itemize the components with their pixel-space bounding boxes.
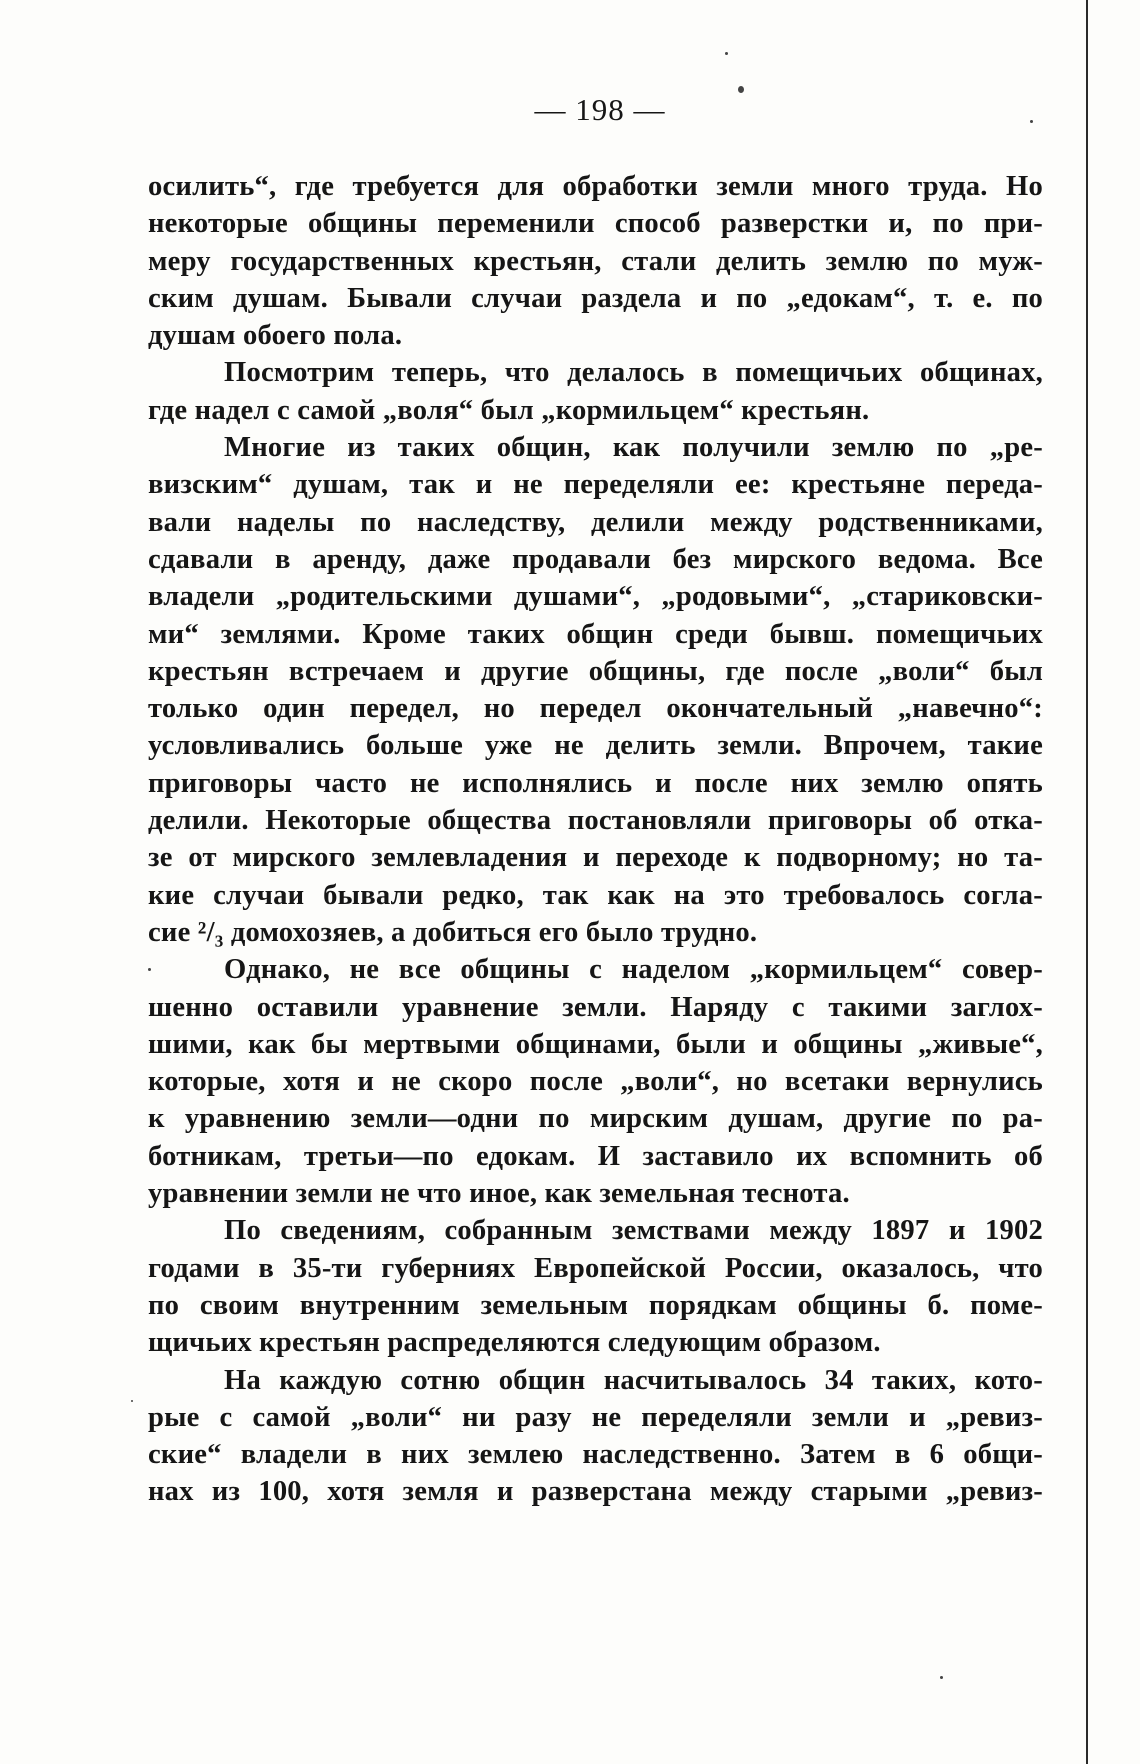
text-line: только один передел, но передел окончательный „навечно“: — [148, 693, 1043, 725]
text-line: крестьян встречаем и другие общины, где после „воли“ был — [148, 655, 1043, 687]
text-line: уравнении земли не что иное, как земельная теснота. — [148, 1178, 850, 1210]
text-line: владели „родительскими душами“, „родовыми“, „стариковски- — [148, 581, 1043, 613]
paragraph-4 — [148, 951, 1043, 1212]
text-line: к уравнению земли—одни по мирским душам, другие по ра- — [148, 1103, 1043, 1135]
text-line: нах из 100, хотя земля и разверстана между старыми „ревиз- — [148, 1476, 1043, 1508]
paragraph-1 — [148, 168, 1043, 354]
paragraph-6 — [148, 1362, 1043, 1511]
text-line: Посмотрим теперь, что делалось в помещичьих общинах, — [224, 357, 1043, 389]
text-line: ботникам, третьи—по едокам. И заставило их вспомнить об — [148, 1140, 1043, 1172]
text-line: шими, как бы мертвыми общинами, были и общины „живые“, — [148, 1028, 1043, 1060]
scan-speck — [738, 86, 744, 93]
scan-speck — [725, 52, 728, 55]
text-line: По сведениям, собранным земствами между 1897 и 1902 — [224, 1215, 1043, 1247]
text-line: которые, хотя и не скоро после „воли“, но всетаки вернулись — [148, 1066, 1043, 1098]
text-line: осилить“, где требуется для обработки земли много труда. Но — [148, 171, 1043, 202]
text-line: где надел с самой „воля“ был „кормильцем“ крестьян. — [148, 394, 870, 426]
scan-speck — [131, 1400, 133, 1402]
text-line: ские“ владели в них землею наследственно. Затем в 6 общи- — [148, 1439, 1043, 1471]
scan-speck — [940, 1676, 943, 1679]
text-line: сие ²/₃ домохозяев, а добиться его было трудно. — [148, 916, 758, 948]
text-line: ми“ землями. Кроме таких общин среди бывш. помещичьих — [148, 618, 1043, 650]
text-line: сдавали в аренду, даже продавали без мирского ведома. Все — [148, 543, 1043, 575]
text-line: щичьих крестьян распределяются следующим образом. — [148, 1327, 881, 1359]
text-line: душам обоего пола. — [148, 320, 403, 352]
text-line: Однако, не все общины с наделом „кормильцем“ совер- — [224, 954, 1043, 986]
text-line: условливались больше уже не делить земли. Впрочем, такие — [148, 730, 1043, 762]
text-line: визским“ душам, так и не переделяли ее: крестьяне переда- — [148, 469, 1043, 501]
scan-edge-line — [1086, 0, 1088, 1764]
text-line: годами в 35-ти губерниях Европейской России, оказалось, что — [148, 1252, 1043, 1284]
text-line: ским душам. Бывали случаи раздела и по „едокам“, т. е. по — [148, 282, 1043, 314]
paragraph-3 — [148, 429, 1043, 951]
text-line: вали наделы по наследству, делили между родственниками, — [148, 506, 1043, 538]
text-line: делили. Некоторые общества постановляли приговоры об отка- — [148, 805, 1043, 837]
text-line: приговоры часто не исполнялись и после них землю опять — [148, 767, 1043, 799]
body-text — [148, 168, 1043, 1511]
text-line: кие случаи бывали редко, так как на это требовалось согла- — [148, 879, 1043, 911]
scan-speck — [148, 968, 151, 971]
text-line: по своим внутренним земельным порядкам общины б. поме- — [148, 1289, 1043, 1321]
text-line: меру государственных крестьян, стали делить землю по муж- — [148, 245, 1043, 277]
paragraph-5 — [148, 1212, 1043, 1361]
text-line: рые с самой „воли“ ни разу не переделяли земли и „ревиз- — [148, 1401, 1043, 1433]
page-number: — 198 — — [534, 92, 666, 127]
text-line: некоторые общины переменили способ разверстки и, по при- — [148, 208, 1043, 240]
paragraph-2 — [148, 354, 1043, 429]
text-line: На каждую сотню общин насчитывалось 34 таких, кото- — [224, 1364, 1043, 1396]
text-line: Многие из таких общин, как получили землю по „ре- — [224, 432, 1043, 464]
text-line: шенно оставили уравнение земли. Наряду с такими заглох- — [148, 991, 1043, 1023]
scan-speck — [1030, 120, 1033, 123]
text-line: зе от мирского землевладения и переходе к подворному; но та- — [148, 842, 1043, 874]
